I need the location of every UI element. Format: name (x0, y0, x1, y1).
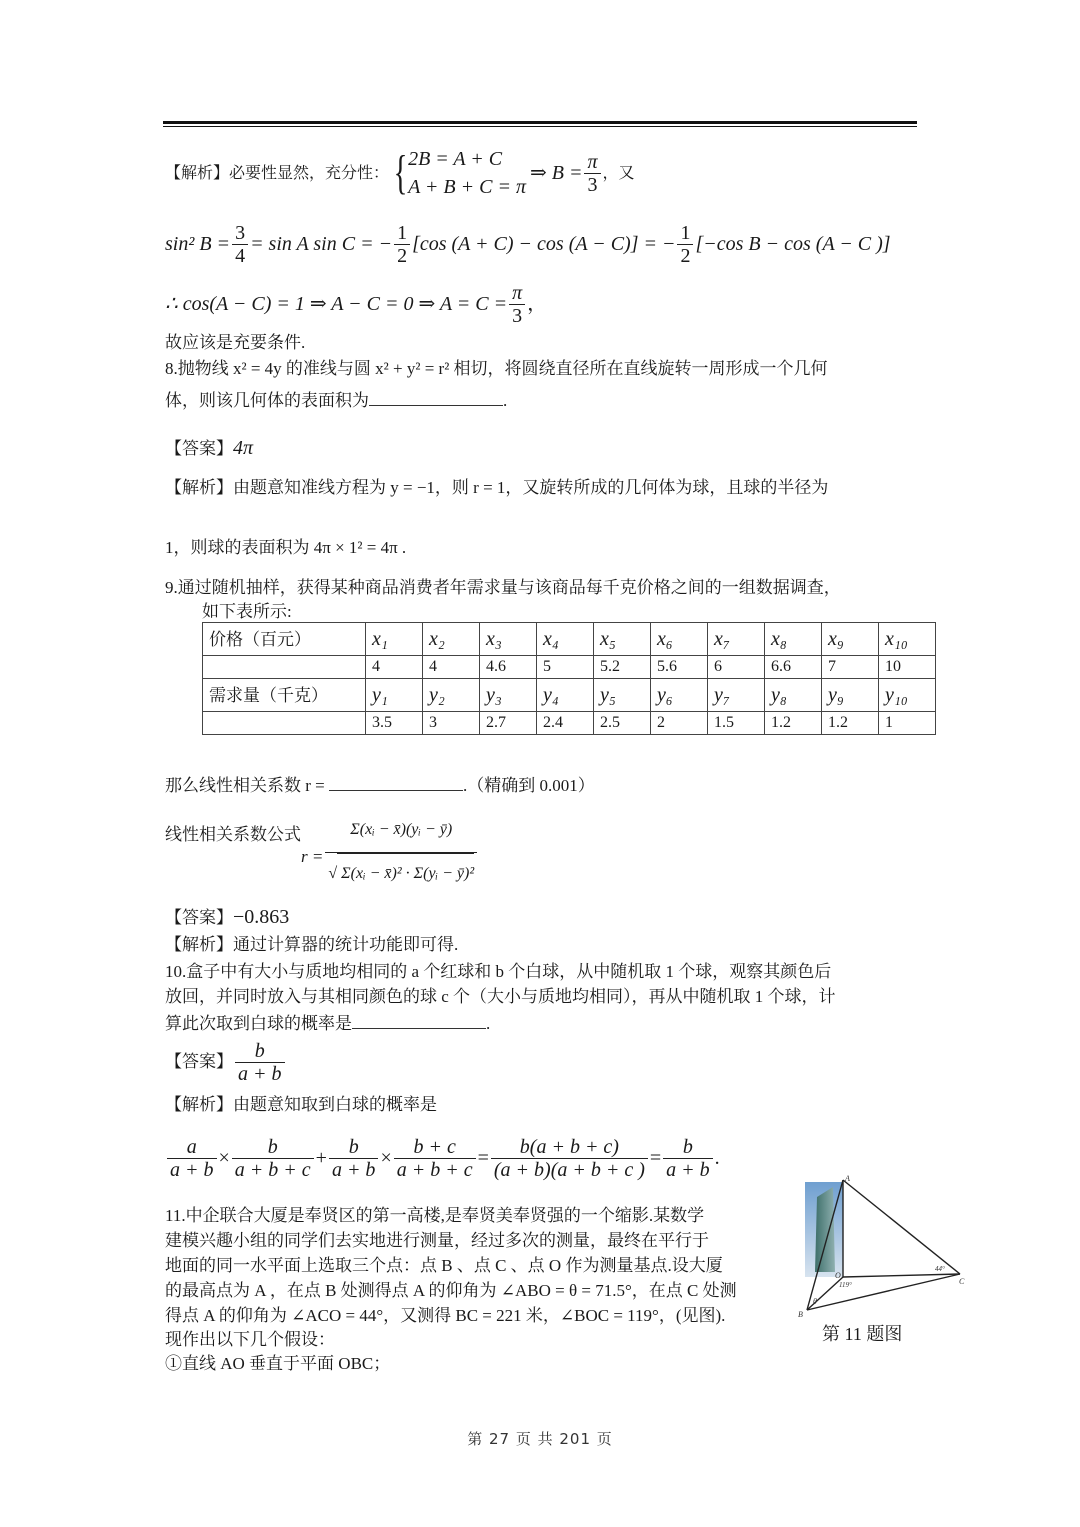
frac-result (663, 1136, 713, 1181)
frac-num: a (167, 1136, 217, 1159)
q11-line7: ①直线 AO 垂直于平面 OBC； (165, 1354, 391, 1373)
frac-b-ab (329, 1136, 379, 1181)
fraction-1-2 (394, 222, 410, 267)
cell-value: 3 (423, 712, 480, 735)
cell-y10: y₁₀ (879, 679, 936, 712)
frac-den: a + b + c (396, 1158, 473, 1181)
fraction-pi-3 (509, 282, 525, 327)
system-eq1: 2B = A + C (408, 148, 503, 170)
analysis-label: 【解析】 (165, 1095, 233, 1114)
frac-bc-abc (394, 1136, 476, 1181)
punct: ， (527, 293, 548, 315)
cell-value: 6.6 (765, 656, 822, 679)
punct: . (714, 1147, 720, 1169)
q10-line2: 放回，并同时放入与其相同颜色的球 c 个（大小与质地均相同），再从中随机取 1 个球，计 (165, 987, 836, 1006)
cell-x2: x₂ (423, 623, 480, 656)
times-sign: × (218, 1147, 230, 1169)
cell-x9: x₉ (822, 623, 879, 656)
price-demand-table (202, 622, 936, 735)
q8-line1: 8.抛物线 x² = 4y 的准线与圆 x² + y² = r² 相切，将圆绕直径所在直线旋转一周形成一个几何 (165, 359, 828, 378)
building-photo (805, 1182, 843, 1277)
cell-value: 2.7 (480, 712, 537, 735)
q9-analysis (165, 933, 458, 957)
answer-value: −0.863 (233, 906, 290, 928)
equation-system (408, 145, 526, 201)
table-row-demand-vars (203, 679, 936, 712)
frac-num: b (329, 1136, 379, 1159)
frac-num: b(a + b + c) (491, 1136, 648, 1159)
answer-label: 【答案】 (165, 439, 233, 458)
label-theta: θ (813, 1297, 817, 1306)
frac-a-ab (167, 1136, 217, 1181)
q9-question (165, 772, 595, 798)
cell-value: 6 (708, 656, 765, 679)
q9-line2: 如下表所示: (202, 602, 292, 621)
q11-figure (795, 1172, 965, 1317)
cell-y4: y₄ (537, 679, 594, 712)
header-rule-thin (163, 126, 917, 127)
implies-text: ⇒ B = (530, 162, 583, 184)
cell-value: 1 (879, 712, 936, 735)
page-footer: 第 27 页 共 201 页 (467, 1430, 613, 1448)
analysis-label: 【解析】 (165, 935, 233, 954)
formula-lhs: r = (301, 846, 324, 866)
solution7-line1 (165, 143, 635, 203)
cell-x1: x₁ (366, 623, 423, 656)
q9-formula (165, 805, 479, 900)
header-demand: 需求量（千克） (203, 679, 366, 712)
frac-b-abc (232, 1136, 314, 1181)
analysis-text: 由题意知准线方程为 y = −1，则 r = 1，又旋转所成的几何体为球，且球的半径为 (233, 478, 829, 497)
eq-cos-b: [−cos B − cos (A − C )] (695, 233, 891, 255)
answer-blank[interactable] (369, 387, 503, 406)
formula-label: 线性相关系数公式 (165, 825, 301, 844)
cell-x8: x₈ (765, 623, 822, 656)
figure-caption: 第 11 题图 (822, 1324, 903, 1344)
formula-numerator: Σ(xᵢ − x̄)(yᵢ − ȳ) (325, 812, 477, 853)
precision-note: .（精确到 0.001） (463, 776, 595, 795)
cell-y7: y₇ (708, 679, 765, 712)
cell-value: 4 (423, 656, 480, 679)
cell-value: 2.4 (537, 712, 594, 735)
equals-sign: = (649, 1147, 662, 1169)
header-rule-thick (163, 121, 917, 124)
frac-num: π (584, 151, 600, 174)
q8-analysis-line1 (165, 476, 828, 500)
q11-line4: 的最高点为 A ，在点 B 处测得点 A 的仰角为 ∠ABO = θ = 71.5°，在点 C 处测 (165, 1281, 737, 1300)
eq-cos-diff: [cos (A + C) − cos (A − C)] = − (412, 233, 676, 255)
cell-value: 5.6 (651, 656, 708, 679)
empty-cell (203, 712, 366, 735)
frac-combined (491, 1136, 648, 1181)
q10-probability-equation (165, 1130, 720, 1186)
frac-den: a + b (666, 1158, 710, 1181)
answer-blank[interactable] (352, 1010, 486, 1029)
solution7-line3 (165, 278, 547, 330)
solution7-conclusion: 故应该是充要条件. (165, 333, 306, 352)
q11-line1: 11.中企联合大厦是奉贤区的第一高楼,是奉贤美奉贤强的一个缩影.某数学 (165, 1206, 705, 1225)
frac-num: 3 (232, 222, 248, 245)
eq-sinasinc: = sin A sin C = − (250, 233, 393, 255)
q11-line2: 建模兴趣小组的同学们去实地进行测量，经过多次的测量，最终在平行于 (165, 1231, 709, 1250)
cell-y3: y₃ (480, 679, 537, 712)
analysis-text: 由题意知取到白球的概率是 (233, 1095, 437, 1114)
label-angle-o: 119° (839, 1281, 852, 1289)
cell-value: 5.2 (594, 656, 651, 679)
cell-y9: y₉ (822, 679, 879, 712)
cell-x5: x₅ (594, 623, 651, 656)
frac-num: 1 (677, 222, 693, 245)
cell-value: 7 (822, 656, 879, 679)
label-c: C (959, 1277, 965, 1286)
q10-line1: 10.盒子中有大小与质地均相同的 a 个红球和 b 个白球，从中随机取 1 个球，观察其颜色后 (165, 962, 832, 981)
cell-value: 1.2 (765, 712, 822, 735)
cell-y6: y₆ (651, 679, 708, 712)
frac-num: b (663, 1136, 713, 1159)
fraction-3-4 (232, 222, 248, 267)
question-text: 那么线性相关系数 r = (165, 776, 325, 795)
header-price: 价格（百元） (203, 623, 366, 656)
cell-y1: y₁ (366, 679, 423, 712)
table-row-price-values (203, 656, 936, 679)
cell-y5: y₅ (594, 679, 651, 712)
cell-x10: x₁₀ (879, 623, 936, 656)
solution7-line2 (165, 216, 891, 272)
cell-x7: x₇ (708, 623, 765, 656)
cell-value: 5 (537, 656, 594, 679)
answer-label: 【答案】 (165, 908, 233, 927)
solution7-intro: 必要性显然，充分性： (229, 163, 390, 182)
q8-answer (165, 436, 253, 461)
answer-value: 4π (233, 437, 254, 459)
system-brace: { (393, 146, 408, 199)
cell-value: 4.6 (480, 656, 537, 679)
plus-sign: + (315, 1147, 327, 1169)
label-angle-c: 44° (935, 1265, 945, 1273)
frac-den: a + b (331, 1158, 376, 1181)
answer-label: 【答案】 (165, 1052, 233, 1071)
cell-y8: y₈ (765, 679, 822, 712)
frac-den: 2 (680, 244, 691, 267)
answer-blank[interactable] (329, 772, 463, 791)
q8-line2 (165, 387, 507, 413)
frac-den: a + b (170, 1158, 214, 1181)
frac-num: 1 (394, 222, 410, 245)
cell-value: 1.5 (708, 712, 765, 735)
tower-triangle-diagram (795, 1172, 965, 1317)
q11-line3: 地面的同一水平面上选取三个点：点 B 、点 C 、点 O 作为测量基点.设大厦 (165, 1256, 723, 1275)
system-eq2: A + B + C = π (408, 176, 526, 198)
q8-line2-text: 体，则该几何体的表面积为 (165, 391, 369, 410)
analysis-label: 【解析】 (165, 163, 230, 182)
frac-den: 2 (397, 244, 408, 267)
cell-value: 3.5 (366, 712, 423, 735)
cell-value: 1.2 (822, 712, 879, 735)
times-sign: × (380, 1147, 392, 1169)
eq-sin2b: sin² B = (165, 233, 231, 255)
cell-value: 10 (879, 656, 936, 679)
frac-den: a + b + c (234, 1158, 311, 1181)
q11-line6: 现作出以下几个假设： (165, 1330, 335, 1349)
q8-analysis-line2: 1，则球的表面积为 4π × 1² = 4π . (165, 538, 407, 557)
table-row-price-vars (203, 623, 936, 656)
frac-den: 3 (512, 304, 523, 327)
frac-den: 3 (587, 173, 598, 196)
punct: . (503, 391, 508, 410)
q10-line3 (165, 1010, 490, 1036)
equals-sign: = (477, 1147, 489, 1169)
empty-cell (203, 656, 366, 679)
fraction-1-2 (677, 222, 693, 267)
analysis-label: 【解析】 (165, 478, 233, 497)
frac-num: π (509, 282, 525, 305)
cell-y2: y₂ (423, 679, 480, 712)
label-o: O (835, 1271, 841, 1280)
q9-answer (165, 905, 289, 930)
frac-num: b + c (394, 1136, 476, 1159)
label-b: B (798, 1310, 803, 1317)
q11-line5: 得点 A 的仰角为 ∠ACO = 44°，又测得 BC = 221 米，∠BOC = 119°，(见图). (165, 1306, 726, 1325)
solution7-tail: ，又 (602, 163, 635, 182)
analysis-text: 通过计算器的统计功能即可得. (233, 935, 459, 954)
q9-line1: 9.通过随机抽样，获得某种商品消费者年需求量与该商品每千克价格之间的一组数据调查， (165, 578, 841, 597)
frac-den: 4 (235, 244, 246, 267)
cell-value: 2 (651, 712, 708, 735)
cell-x6: x₆ (651, 623, 708, 656)
cell-x3: x₃ (480, 623, 537, 656)
table-row-demand-values (203, 712, 936, 735)
eq-therefore: ∴ cos(A − C) = 1 ⇒ A − C = 0 ⇒ A = C = (165, 293, 508, 315)
cell-value: 2.5 (594, 712, 651, 735)
frac-num: b (235, 1040, 285, 1063)
fraction-pi-3 (584, 151, 600, 196)
frac-den: (a + b)(a + b + c ) (493, 1158, 645, 1181)
q10-line3-text: 算此次取到白球的概率是 (165, 1014, 352, 1033)
cell-x4: x₄ (537, 623, 594, 656)
q10-answer (165, 1036, 287, 1088)
q10-analysis (165, 1093, 437, 1117)
label-a: A (845, 1174, 850, 1183)
formula-denominator: Σ(xᵢ − x̄)² · Σ(yᵢ − ȳ)² (337, 853, 474, 894)
frac-num: b (232, 1136, 314, 1159)
punct: . (486, 1014, 491, 1033)
answer-fraction (235, 1040, 285, 1085)
cell-value: 4 (366, 656, 423, 679)
frac-den: a + b (238, 1062, 282, 1085)
correlation-formula: $\frac{\text{Σ(xᵢ − x̄)(yᵢ − ȳ)}}{\text{√ Σ(xᵢ − x̄)² · Σ(yᵢ − ȳ)²}}$ (325, 812, 477, 894)
